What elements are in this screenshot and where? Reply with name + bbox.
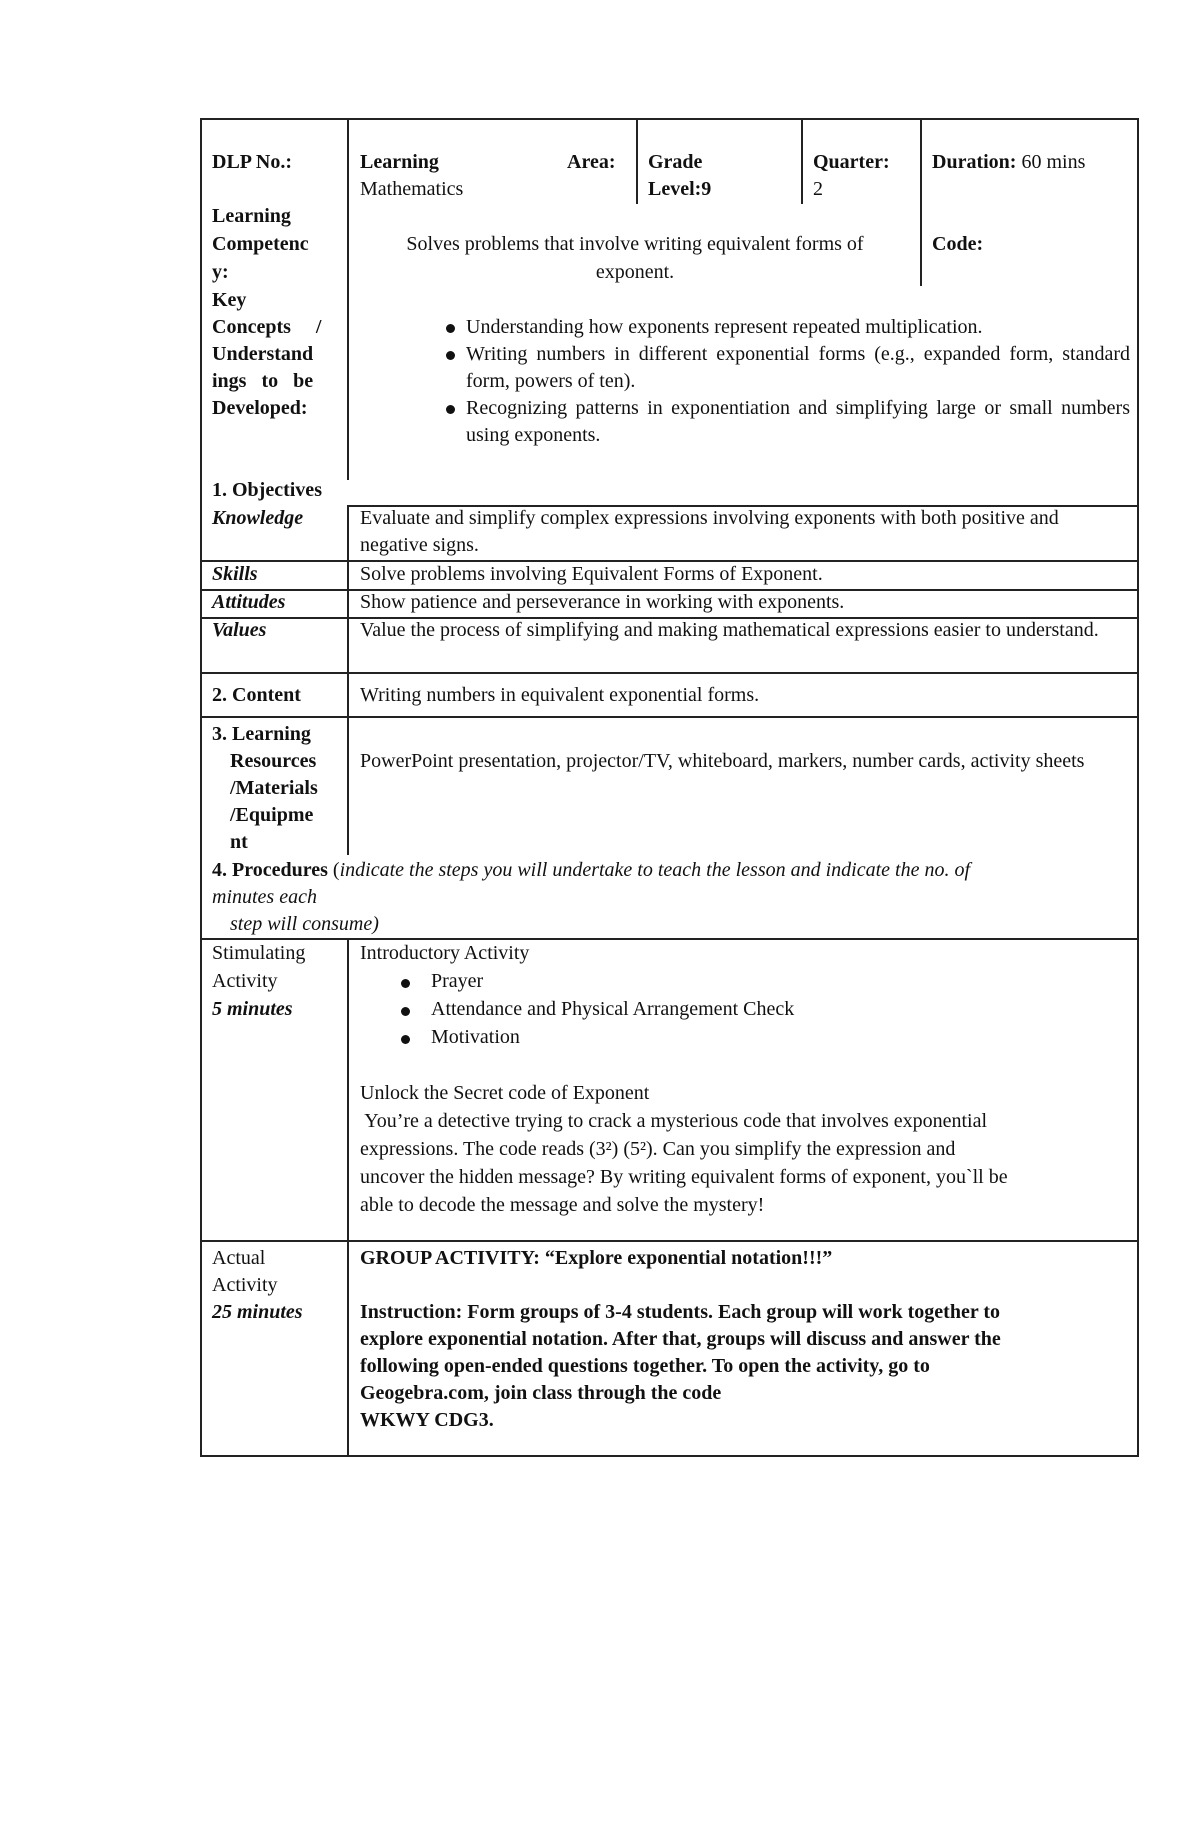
content-label: 2. Content (212, 684, 301, 706)
objective-text-skills: Solve problems involving Equivalent Forms of Exponent. (360, 563, 823, 585)
bullet-icon (446, 324, 455, 333)
bullet-icon (401, 1035, 410, 1044)
divider (347, 938, 349, 1457)
divider (200, 938, 1139, 940)
resources-label: /Materials (230, 777, 318, 799)
objective-text-values: Value the process of simplifying and making mathematical expressions easier to understand. (360, 619, 1099, 641)
dlp-no-label: DLP No.: (212, 151, 292, 173)
stimulating-minutes: 5 minutes (212, 998, 293, 1020)
objective-label-skills: Skills (212, 563, 258, 585)
objective-label-knowledge: Knowledge (212, 507, 304, 529)
procedures-heading (212, 857, 970, 884)
divider (200, 672, 1139, 674)
key-concepts-list (466, 314, 1130, 449)
divider (920, 118, 922, 286)
duration (932, 149, 1085, 176)
actual-activity-label: Actual (212, 1247, 266, 1269)
key-concepts-label: Understand (212, 343, 314, 365)
divider (347, 118, 349, 480)
intro-item-attendance: Attendance and Physical Arrangement Check (431, 998, 795, 1020)
intro-item-motivation: Motivation (431, 1026, 520, 1048)
procedures-heading-paren: ( (327, 859, 340, 881)
instruction-text: following open-ended questions together. To open the activity, go to (360, 1355, 930, 1377)
stimulating-label-2: Activity (212, 970, 278, 992)
code-label: Code: (932, 233, 984, 255)
group-activity-title: GROUP ACTIVITY: “Explore exponential notation!!!” (360, 1247, 833, 1269)
key-concepts-label: Concepts / (212, 316, 322, 338)
class-code: WKWY CDG3. (360, 1409, 494, 1431)
intro-item-prayer: Prayer (431, 970, 484, 992)
instruction-text: Geogebra.com, join class through the code (360, 1382, 722, 1404)
procedures-heading-note-cont: step will consume) (230, 913, 379, 935)
divider (200, 716, 1139, 718)
stimulating-label: Stimulating (212, 942, 306, 964)
divider (801, 118, 803, 204)
actual-activity-minutes: 25 minutes (212, 1301, 303, 1323)
instruction-text: Instruction: Form groups of 3-4 students. Each group will work together to (360, 1301, 1001, 1323)
actual-activity-label-2: Activity (212, 1274, 278, 1296)
key-concept-item: Writing numbers in different exponential forms (e.g., expanded form, standard form, powers of ten). (466, 343, 1130, 392)
objective-label-values: Values (212, 619, 267, 641)
divider (200, 1240, 1139, 1242)
objective-text-knowledge: Evaluate and simplify complex expressions involving exponents with both positive and negative signs. (360, 507, 1059, 556)
divider (347, 505, 349, 855)
competency-text: Solves problems that involve writing equivalent forms of (406, 233, 864, 255)
learning-area-value: Mathematics (360, 178, 464, 200)
quarter-value: 2 (813, 178, 823, 200)
divider (636, 118, 638, 204)
resources-label: /Equipme (230, 804, 314, 826)
bullet-icon (401, 1007, 410, 1016)
key-concept-item: Recognizing patterns in exponentiation and simplifying large or small numbers using exponents. (466, 397, 1130, 446)
learning-area-label: Learning (360, 151, 439, 173)
key-concepts-label: ings to be (212, 370, 314, 392)
competency-label: y: (212, 261, 229, 283)
procedures-heading-title: 4. Procedures (212, 859, 328, 881)
objectives-heading: 1. Objectives (212, 479, 322, 501)
grade-level-value: Level:9 (648, 178, 712, 200)
key-concept-item: Understanding how exponents represent repeated multiplication. (466, 316, 983, 338)
grade-label: Grade (648, 151, 703, 173)
resources-label: Resources (230, 750, 317, 772)
resources-label: 3. Learning (212, 723, 311, 745)
procedures-heading-note: indicate the steps you will undertake to teach the lesson and indicate the no. of (339, 859, 971, 881)
content-text: Writing numbers in equivalent exponential forms. (360, 684, 760, 706)
competency-label: Competenc (212, 233, 309, 255)
competency-label: Learning (212, 205, 291, 227)
puzzle-text: You’re a detective trying to crack a mysterious code that involves exponential (360, 1110, 988, 1132)
resources-label: nt (230, 831, 248, 853)
intro-activity-title: Introductory Activity (360, 942, 530, 964)
resources-text: PowerPoint presentation, projector/TV, whiteboard, markers, number cards, activity sheets (360, 750, 1085, 772)
learning-area-label-2: Area: (567, 151, 616, 173)
bullet-icon (446, 405, 455, 414)
bullet-icon (401, 979, 410, 988)
objective-label-attitudes: Attitudes (212, 591, 286, 613)
puzzle-text: uncover the hidden message? By writing equivalent forms of exponent, you`ll be (360, 1166, 1008, 1188)
key-concepts-label: Key (212, 289, 247, 311)
competency-text-cont: exponent. (595, 261, 675, 283)
duration-value: 60 mins (1021, 151, 1086, 173)
duration-label: Duration: (932, 151, 1017, 173)
objective-text-attitudes: Show patience and perseverance in working with exponents. (360, 591, 845, 613)
puzzle-text: expressions. The code reads (3²) (5²). Can you simplify the expression and (360, 1138, 956, 1160)
quarter-label: Quarter: (813, 151, 890, 173)
instruction-text: explore exponential notation. After that, groups will discuss and answer the (360, 1328, 1001, 1350)
procedures-heading-note-cont: minutes each (212, 886, 317, 908)
key-concepts-label: Developed: (212, 397, 308, 419)
bullet-icon (446, 351, 455, 360)
puzzle-text: able to decode the message and solve the mystery! (360, 1194, 765, 1216)
puzzle-title: Unlock the Secret code of Exponent (360, 1082, 650, 1104)
